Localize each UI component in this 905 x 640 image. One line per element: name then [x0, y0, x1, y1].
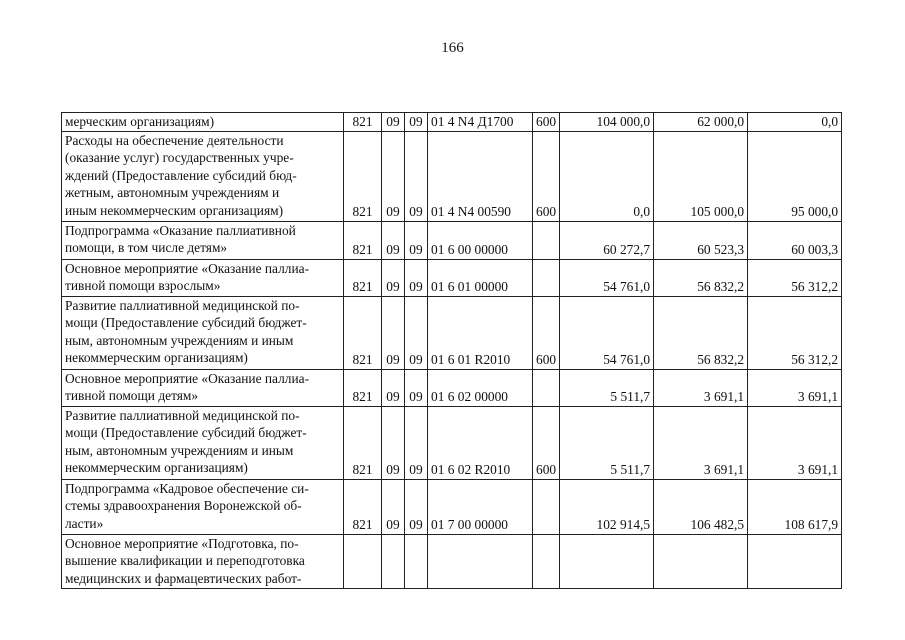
table-row [62, 221, 842, 259]
row-name [62, 131, 344, 221]
subsection-code: 09 [405, 259, 428, 296]
row-name-line: Подпрограмма «Оказание паллиативной [65, 222, 296, 238]
row-name-line: некоммерческим организациям) [65, 460, 248, 475]
grbs-code: 821 [344, 406, 382, 479]
subsection-code: 09 [405, 131, 428, 221]
amount-year-1: 104 000,0 [560, 113, 654, 132]
row-name-line: Основное мероприятие «Оказание паллиа- [65, 370, 310, 386]
row-name-line: мощи (Предоставление субсидий бюджет- [65, 425, 307, 440]
table-row [62, 369, 842, 406]
subsection-code: 09 [405, 369, 428, 406]
section-code [382, 534, 405, 588]
table-row [62, 113, 842, 132]
row-name-line: ждений (Предоставление субсидий бюд- [65, 167, 297, 183]
amount-year-3: 3 691,1 [748, 406, 842, 479]
target-article-code: 01 7 00 00000 [428, 479, 533, 534]
section-code: 09 [382, 369, 405, 406]
row-name-line: тивной помощи детям» [65, 388, 199, 403]
expense-type-code [533, 479, 560, 534]
subsection-code [405, 534, 428, 588]
expense-type-code: 600 [533, 113, 560, 132]
row-name-line: Расходы на обеспечение деятельности [65, 132, 284, 148]
amount-year-3: 60 003,3 [748, 221, 842, 259]
amount-year-2: 56 832,2 [654, 259, 748, 296]
row-name-line: некоммерческим организациям) [65, 350, 248, 365]
amount-year-2: 56 832,2 [654, 296, 748, 369]
row-name-line: ным, автономным учреждениям и иным [65, 442, 294, 458]
target-article-code: 01 6 02 R2010 [428, 406, 533, 479]
row-name-line: помощи, в том числе детям» [65, 240, 228, 255]
section-code: 09 [382, 296, 405, 369]
row-name-line: иным некоммерческим организациям) [65, 202, 284, 218]
section-code: 09 [382, 479, 405, 534]
row-name-line: Подпрограмма «Кадровое обеспечение си- [65, 480, 309, 496]
row-name [62, 406, 344, 479]
row-name [62, 296, 344, 369]
amount-year-2: 60 523,3 [654, 221, 748, 259]
amount-year-1: 54 761,0 [560, 296, 654, 369]
grbs-code: 821 [344, 259, 382, 296]
amount-year-3: 0,0 [748, 113, 842, 132]
target-article-code: 01 4 N4 Д1700 [428, 113, 533, 132]
amount-year-3 [748, 534, 842, 588]
row-name-line: стемы здравоохранения Воронежской об- [65, 498, 302, 513]
expense-type-code [533, 369, 560, 406]
row-name-line: тивной помощи взрослым» [65, 278, 221, 293]
target-article-code: 01 6 01 00000 [428, 259, 533, 296]
expense-type-code [533, 259, 560, 296]
row-name [62, 534, 344, 588]
amount-year-2 [654, 534, 748, 588]
amount-year-2: 62 000,0 [654, 113, 748, 132]
amount-year-1: 0,0 [560, 131, 654, 221]
row-name-line: Основное мероприятие «Подготовка, по- [65, 535, 299, 551]
grbs-code: 821 [344, 131, 382, 221]
grbs-code: 821 [344, 113, 382, 132]
amount-year-1: 5 511,7 [560, 369, 654, 406]
row-name [62, 479, 344, 534]
subsection-code: 09 [405, 406, 428, 479]
row-name-line: мерческим организациям) [65, 114, 215, 129]
amount-year-1: 60 272,7 [560, 221, 654, 259]
row-name-line: ласти» [65, 515, 104, 531]
expense-type-code [533, 534, 560, 588]
amount-year-2: 105 000,0 [654, 131, 748, 221]
row-name [62, 259, 344, 296]
row-name-line: Развитие паллиативной медицинской по- [65, 407, 300, 423]
table-row [62, 296, 842, 369]
amount-year-3: 56 312,2 [748, 296, 842, 369]
subsection-code: 09 [405, 479, 428, 534]
page-number: 166 [441, 40, 464, 56]
target-article-code [428, 534, 533, 588]
amount-year-1 [560, 534, 654, 588]
row-name-line: (оказание услуг) государственных учре- [65, 150, 294, 165]
amount-year-2: 3 691,1 [654, 406, 748, 479]
row-name [62, 113, 344, 132]
grbs-code [344, 534, 382, 588]
amount-year-3: 108 617,9 [748, 479, 842, 534]
row-name-line: мощи (Предоставление субсидий бюджет- [65, 315, 307, 330]
table-row [62, 534, 842, 588]
row-name-line: жетным, автономным учреждениям и [65, 185, 280, 200]
amount-year-2: 3 691,1 [654, 369, 748, 406]
target-article-code: 01 6 01 R2010 [428, 296, 533, 369]
amount-year-3: 56 312,2 [748, 259, 842, 296]
row-name [62, 221, 344, 259]
row-name-line: медицинских и фармацевтических работ- [65, 570, 302, 586]
amount-year-1: 54 761,0 [560, 259, 654, 296]
table-row [62, 131, 842, 221]
table-row [62, 259, 842, 296]
grbs-code: 821 [344, 221, 382, 259]
row-name-line: Основное мероприятие «Оказание паллиа- [65, 260, 310, 276]
amount-year-1: 5 511,7 [560, 406, 654, 479]
subsection-code: 09 [405, 113, 428, 132]
row-name-line: Развитие паллиативной медицинской по- [65, 297, 300, 313]
expense-type-code [533, 221, 560, 259]
expense-type-code: 600 [533, 131, 560, 221]
amount-year-3: 95 000,0 [748, 131, 842, 221]
target-article-code: 01 4 N4 00590 [428, 131, 533, 221]
expense-type-code: 600 [533, 406, 560, 479]
budget-table [61, 112, 842, 589]
row-name-line: ным, автономным учреждениям и иным [65, 332, 294, 348]
row-name [62, 369, 344, 406]
section-code: 09 [382, 113, 405, 132]
grbs-code: 821 [344, 369, 382, 406]
section-code: 09 [382, 221, 405, 259]
section-code: 09 [382, 406, 405, 479]
table-row [62, 406, 842, 479]
section-code: 09 [382, 259, 405, 296]
target-article-code: 01 6 00 00000 [428, 221, 533, 259]
target-article-code: 01 6 02 00000 [428, 369, 533, 406]
table-row [62, 479, 842, 534]
expense-type-code: 600 [533, 296, 560, 369]
section-code: 09 [382, 131, 405, 221]
amount-year-3: 3 691,1 [748, 369, 842, 406]
grbs-code: 821 [344, 296, 382, 369]
subsection-code: 09 [405, 221, 428, 259]
amount-year-1: 102 914,5 [560, 479, 654, 534]
amount-year-2: 106 482,5 [654, 479, 748, 534]
row-name-line: вышение квалификации и переподготовка [65, 553, 305, 568]
subsection-code: 09 [405, 296, 428, 369]
grbs-code: 821 [344, 479, 382, 534]
